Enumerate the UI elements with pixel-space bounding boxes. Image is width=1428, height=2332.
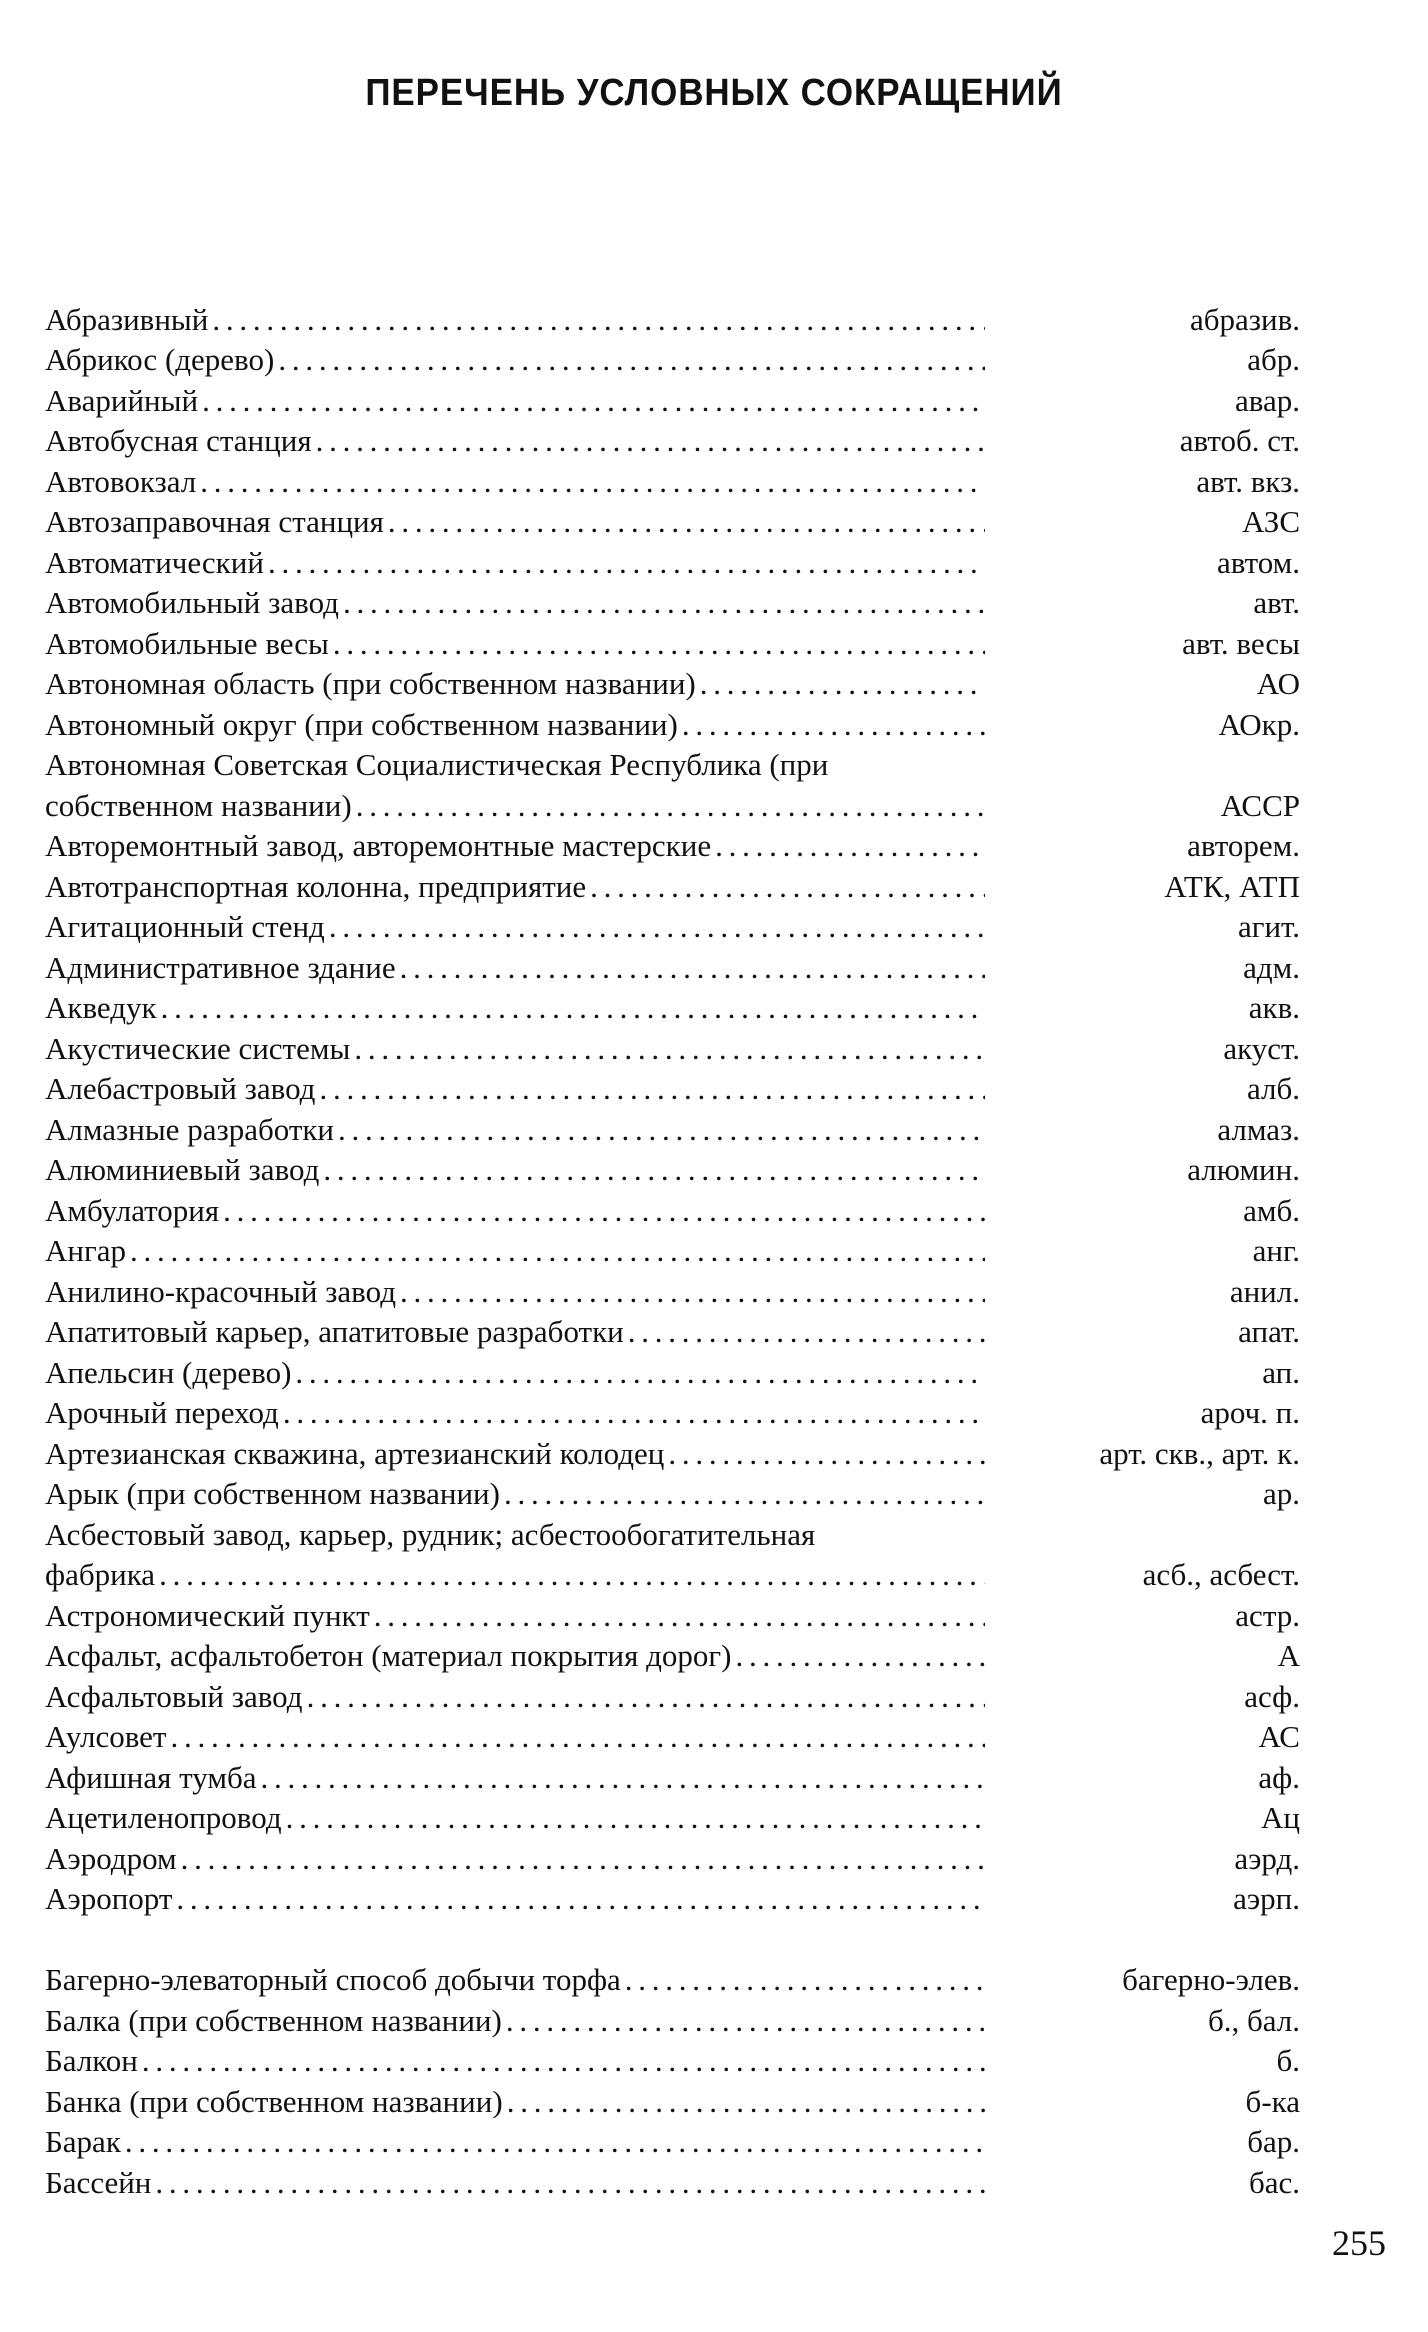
list-item bbox=[45, 1837, 1300, 1878]
entry-term-wrap bbox=[45, 503, 985, 541]
entry-term-wrap bbox=[45, 1880, 985, 1918]
entry-term: Астрономический пункт bbox=[45, 1597, 370, 1633]
dot-leader bbox=[295, 1354, 985, 1392]
dot-leader bbox=[125, 2123, 985, 2161]
entry-term-wrap bbox=[45, 787, 985, 825]
list-item bbox=[45, 1230, 1300, 1271]
entry-term-wrap bbox=[45, 1840, 985, 1878]
list-item bbox=[45, 582, 1300, 623]
dot-leader bbox=[715, 827, 985, 865]
entry-term-wrap bbox=[45, 1070, 985, 1108]
list-item bbox=[45, 1311, 1300, 1352]
entry-term: Алебастровый завод bbox=[45, 1071, 316, 1106]
entry-abbreviation: алмаз. bbox=[1217, 1111, 1300, 1147]
entry-abbreviation: ароч. п. bbox=[1200, 1395, 1300, 1430]
list-item bbox=[45, 1189, 1300, 1230]
entry-term: Автобусная станция bbox=[45, 423, 312, 458]
entry-term-wrap bbox=[45, 706, 985, 744]
list-item bbox=[45, 501, 1300, 542]
entry-term: Арочный переход bbox=[45, 1395, 279, 1430]
entry-term-wrap bbox=[45, 868, 985, 906]
entry-abbreviation: абразив. bbox=[1189, 301, 1300, 337]
dot-leader bbox=[507, 2083, 985, 2121]
entry-term: собственном названии) bbox=[45, 787, 352, 823]
list-item bbox=[45, 1554, 1300, 1595]
dot-leader bbox=[504, 1475, 985, 1513]
list-item bbox=[45, 622, 1300, 663]
dot-leader bbox=[130, 1232, 985, 1270]
entry-term: Акведук bbox=[45, 990, 157, 1025]
entry-term: Афишная тумба bbox=[45, 1759, 257, 1795]
dot-leader bbox=[142, 2042, 985, 2080]
entry-term-wrap bbox=[45, 544, 985, 582]
entry-abbreviation: АТК, АТП bbox=[1164, 868, 1300, 904]
dot-leader bbox=[223, 1192, 985, 1230]
entry-abbreviation: апат. bbox=[1238, 1314, 1300, 1349]
entry-term: Багерно-элеваторный способ добычи торфа bbox=[45, 1962, 621, 1997]
entry-abbreviation: АС bbox=[1258, 1719, 1300, 1754]
entry-term-wrap bbox=[45, 1354, 985, 1392]
list-item bbox=[45, 1999, 1300, 2040]
entry-abbreviation: б. bbox=[1276, 2043, 1300, 2078]
dot-leader bbox=[590, 868, 985, 906]
list-item bbox=[45, 784, 1300, 825]
entry-term-wrap bbox=[45, 1475, 985, 1513]
entry-term-wrap bbox=[45, 1435, 985, 1473]
list-item bbox=[45, 1149, 1300, 1190]
dot-leader bbox=[212, 301, 985, 339]
entry-abbreviation: АССР bbox=[1220, 787, 1300, 823]
entry-abbreviation: авт. bbox=[1253, 585, 1300, 620]
entry-abbreviation: асф. bbox=[1244, 1678, 1300, 1714]
entry-term: Аэродром bbox=[45, 1840, 177, 1876]
entry-term-wrap bbox=[45, 2083, 985, 2121]
entry-term-wrap bbox=[45, 1273, 985, 1311]
entry-term: фабрика bbox=[45, 1557, 156, 1592]
entry-abbreviation: аф. bbox=[1258, 1759, 1300, 1795]
entry-term: Ацетиленопровод bbox=[45, 1800, 282, 1835]
entry-term-wrap bbox=[45, 1151, 985, 1189]
entry-term: Асфальтовый завод bbox=[45, 1678, 303, 1714]
dot-leader bbox=[329, 908, 985, 946]
entry-abbreviation: бас. bbox=[1248, 2164, 1300, 2200]
entry-term: Аэропорт bbox=[45, 1881, 173, 1916]
entry-term-wrap bbox=[45, 989, 985, 1027]
entry-term-wrap bbox=[45, 1111, 985, 1149]
list-item bbox=[45, 906, 1300, 947]
dot-leader bbox=[268, 544, 985, 582]
abbreviation-list bbox=[45, 298, 1300, 2202]
list-item bbox=[45, 1068, 1300, 1109]
entry-term: Балкон bbox=[45, 2043, 138, 2078]
entry-term: Автозаправочная станция bbox=[45, 504, 384, 539]
entry-term-wrap bbox=[45, 422, 985, 460]
list-item bbox=[45, 987, 1300, 1028]
dot-leader bbox=[286, 1799, 985, 1837]
entry-term: Автомобильные весы bbox=[45, 625, 329, 661]
entry-term: Административное здание bbox=[45, 949, 396, 985]
entry-abbreviation: автоб. ст. bbox=[1179, 423, 1300, 458]
entry-abbreviation: автом. bbox=[1216, 544, 1300, 580]
entry-term-wrap bbox=[45, 827, 985, 865]
entry-term-wrap bbox=[45, 908, 985, 946]
dot-leader bbox=[628, 1313, 985, 1351]
entry-abbreviation: адм. bbox=[1243, 949, 1300, 985]
dot-leader bbox=[307, 1678, 985, 1716]
entry-term: Авторемонтный завод, авторемонтные мастерские bbox=[45, 828, 712, 863]
entry-abbreviation: алб. bbox=[1246, 1071, 1300, 1106]
list-item bbox=[45, 1797, 1300, 1838]
entry-term-wrap bbox=[45, 1759, 985, 1797]
entry-term: Амбулатория bbox=[45, 1192, 220, 1228]
entry-term: Абрикос (дерево) bbox=[45, 342, 275, 377]
dot-leader bbox=[283, 1394, 985, 1432]
entry-abbreviation: Ац bbox=[1261, 1800, 1300, 1835]
entry-abbreviation: анг. bbox=[1252, 1233, 1300, 1268]
dot-leader bbox=[316, 422, 985, 460]
entry-term-wrap bbox=[45, 1313, 985, 1351]
dot-leader bbox=[161, 989, 985, 1027]
entry-abbreviation: абр. bbox=[1247, 342, 1300, 377]
entry-abbreviation: б-ка bbox=[1245, 2083, 1300, 2119]
entry-abbreviation: авар. bbox=[1235, 382, 1300, 418]
entry-abbreviation: б., бал. bbox=[1207, 2002, 1300, 2038]
entry-term-wrap bbox=[45, 625, 985, 663]
entry-term-line: Асбестовый завод, карьер, рудник; асбестообогатительная bbox=[45, 1516, 816, 1552]
dot-leader bbox=[200, 463, 985, 501]
entry-term-wrap bbox=[45, 301, 985, 339]
entry-abbreviation: анил. bbox=[1229, 1273, 1300, 1309]
entry-term-wrap bbox=[45, 1030, 985, 1068]
entry-term: Автоматический bbox=[45, 544, 264, 580]
list-item bbox=[45, 460, 1300, 501]
entry-abbreviation: ар. bbox=[1262, 1476, 1300, 1511]
entry-term-wrap bbox=[45, 1637, 985, 1675]
entry-term: Абразивный bbox=[45, 301, 209, 337]
list-item bbox=[45, 379, 1300, 420]
entry-abbreviation: АОкр. bbox=[1218, 706, 1300, 742]
dot-leader bbox=[388, 503, 985, 541]
list-item bbox=[45, 2161, 1300, 2202]
list-item bbox=[45, 1878, 1300, 1919]
list-item bbox=[45, 1473, 1300, 1514]
section-spacer bbox=[45, 1918, 1300, 1959]
entry-term-wrap bbox=[45, 1192, 985, 1230]
list-item bbox=[45, 1959, 1300, 2000]
list-item bbox=[45, 1635, 1300, 1676]
entry-term-wrap bbox=[45, 1597, 985, 1635]
list-item bbox=[45, 1716, 1300, 1757]
dot-leader bbox=[261, 1759, 986, 1797]
entry-abbreviation: арт. скв., арт. к. bbox=[1099, 1435, 1300, 1471]
dot-leader bbox=[202, 382, 985, 420]
entry-term: Алмазные разработки bbox=[45, 1111, 335, 1147]
entry-abbreviation: асб., асбест. bbox=[1142, 1557, 1300, 1592]
entry-term-wrap bbox=[45, 665, 985, 703]
dot-leader bbox=[625, 1961, 985, 1999]
entry-abbreviation: АО bbox=[1256, 666, 1300, 701]
entry-term: Алюминиевый завод bbox=[45, 1152, 320, 1187]
entry-abbreviation: авт. весы bbox=[1182, 625, 1300, 661]
entry-term: Аварийный bbox=[45, 382, 199, 418]
dot-leader bbox=[323, 1151, 985, 1189]
entry-term-wrap bbox=[45, 382, 985, 420]
entry-term: Акустические системы bbox=[45, 1030, 351, 1066]
list-item bbox=[45, 1108, 1300, 1149]
dot-leader bbox=[354, 1030, 985, 1068]
list-item bbox=[45, 663, 1300, 704]
entry-term: Артезианская скважина, артезианский колодец bbox=[45, 1435, 665, 1471]
list-item bbox=[45, 1392, 1300, 1433]
dot-leader bbox=[319, 1070, 985, 1108]
list-item bbox=[45, 1351, 1300, 1392]
list-item bbox=[45, 1756, 1300, 1797]
entry-term-wrap bbox=[45, 463, 985, 501]
entry-term: Агитационный стенд bbox=[45, 909, 325, 944]
dot-leader bbox=[181, 1840, 985, 1878]
entry-term-wrap bbox=[45, 1718, 985, 1756]
entry-term: Автотранспортная колонна, предприятие bbox=[45, 868, 587, 904]
dot-leader bbox=[278, 341, 985, 379]
entry-term: Балка (при собственном названии) bbox=[45, 2002, 502, 2038]
entry-term-wrap bbox=[45, 584, 985, 622]
list-item bbox=[45, 339, 1300, 380]
entry-term-line: Автономная Советская Социалистическая Республика (при bbox=[45, 747, 829, 782]
entry-abbreviation: А bbox=[1277, 1638, 1300, 1673]
entry-abbreviation: астр. bbox=[1235, 1597, 1300, 1633]
entry-abbreviation: бар. bbox=[1247, 2124, 1300, 2159]
entry-term-wrap bbox=[45, 1556, 985, 1594]
entry-term-wrap bbox=[45, 341, 985, 379]
entry-term: Арык (при собственном названии) bbox=[45, 1476, 500, 1511]
entry-term: Анилино-красочный завод bbox=[45, 1273, 396, 1309]
dot-leader bbox=[700, 665, 985, 703]
entry-term: Апельсин (дерево) bbox=[45, 1354, 292, 1390]
entry-term-wrap bbox=[45, 1799, 985, 1837]
dot-leader bbox=[400, 949, 985, 987]
list-item bbox=[45, 946, 1300, 987]
entry-abbreviation: ап. bbox=[1262, 1354, 1300, 1390]
entry-term-wrap bbox=[45, 2123, 985, 2161]
dot-leader bbox=[343, 584, 985, 622]
entry-term: Ангар bbox=[45, 1233, 126, 1268]
entry-term-wrap bbox=[45, 1232, 985, 1270]
list-item bbox=[45, 420, 1300, 461]
list-item bbox=[45, 1675, 1300, 1716]
list-item bbox=[45, 865, 1300, 906]
dot-leader bbox=[506, 2002, 985, 2040]
dot-leader bbox=[682, 706, 985, 744]
entry-abbreviation: авторем. bbox=[1187, 828, 1300, 863]
entry-abbreviation: амб. bbox=[1243, 1192, 1300, 1228]
entry-term: Аулсовет bbox=[45, 1719, 167, 1754]
entry-abbreviation: аэрп. bbox=[1233, 1881, 1300, 1916]
list-item bbox=[45, 1432, 1300, 1473]
entry-term-wrap bbox=[45, 1678, 985, 1716]
list-item bbox=[45, 541, 1300, 582]
entry-term-wrap bbox=[45, 1394, 985, 1432]
dot-leader bbox=[735, 1637, 985, 1675]
list-item bbox=[45, 1027, 1300, 1068]
dot-leader bbox=[668, 1435, 985, 1473]
entry-term: Банка (при собственном названии) bbox=[45, 2083, 503, 2119]
entry-term-wrap bbox=[45, 949, 985, 987]
dot-leader bbox=[176, 1880, 985, 1918]
entry-abbreviation: багерно-элев. bbox=[1122, 1962, 1300, 1997]
dot-leader bbox=[155, 2164, 985, 2202]
entry-abbreviation: аэрд. bbox=[1234, 1840, 1300, 1876]
list-item bbox=[45, 1594, 1300, 1635]
entry-term: Автовокзал bbox=[45, 463, 197, 499]
entry-term: Барак bbox=[45, 2124, 121, 2159]
dot-leader bbox=[170, 1718, 985, 1756]
entry-term-wrap bbox=[45, 1961, 985, 1999]
entry-abbreviation: алюмин. bbox=[1187, 1152, 1300, 1187]
entry-term: Бассейн bbox=[45, 2164, 152, 2200]
entry-abbreviation: авт. вкз. bbox=[1196, 463, 1300, 499]
entry-term: Автономный округ (при собственном названии) bbox=[45, 706, 678, 742]
dot-leader bbox=[338, 1111, 985, 1149]
list-item bbox=[45, 298, 1300, 339]
entry-term-wrap bbox=[45, 2042, 985, 2080]
list-item bbox=[45, 1270, 1300, 1311]
list-item bbox=[45, 825, 1300, 866]
entry-abbreviation: АЗС bbox=[1242, 504, 1300, 539]
list-item bbox=[45, 703, 1300, 744]
entry-term-wrap bbox=[45, 2002, 985, 2040]
entry-term: Автономная область (при собственном названии) bbox=[45, 666, 696, 701]
list-item bbox=[45, 2121, 1300, 2162]
dot-leader bbox=[159, 1556, 985, 1594]
list-item bbox=[45, 2040, 1300, 2081]
list-item bbox=[45, 2080, 1300, 2121]
entry-abbreviation: агит. bbox=[1237, 909, 1300, 944]
entry-abbreviation: акуст. bbox=[1223, 1030, 1300, 1066]
dot-leader bbox=[400, 1273, 985, 1311]
dot-leader bbox=[374, 1597, 985, 1635]
entry-abbreviation: акв. bbox=[1248, 990, 1300, 1025]
entry-term-wrap bbox=[45, 2164, 985, 2202]
entry-term: Асфальт, асфальтобетон (материал покрытия дорог) bbox=[45, 1638, 732, 1673]
dot-leader bbox=[356, 787, 985, 825]
page-title: ПЕРЕЧЕНЬ УСЛОВНЫХ СОКРАЩЕНИЙ bbox=[365, 72, 1063, 114]
entry-term: Апатитовый карьер, апатитовые разработки bbox=[45, 1314, 624, 1349]
dot-leader bbox=[333, 625, 985, 663]
page-number: 255 bbox=[1332, 2223, 1386, 2263]
entry-term: Автомобильный завод bbox=[45, 585, 339, 620]
